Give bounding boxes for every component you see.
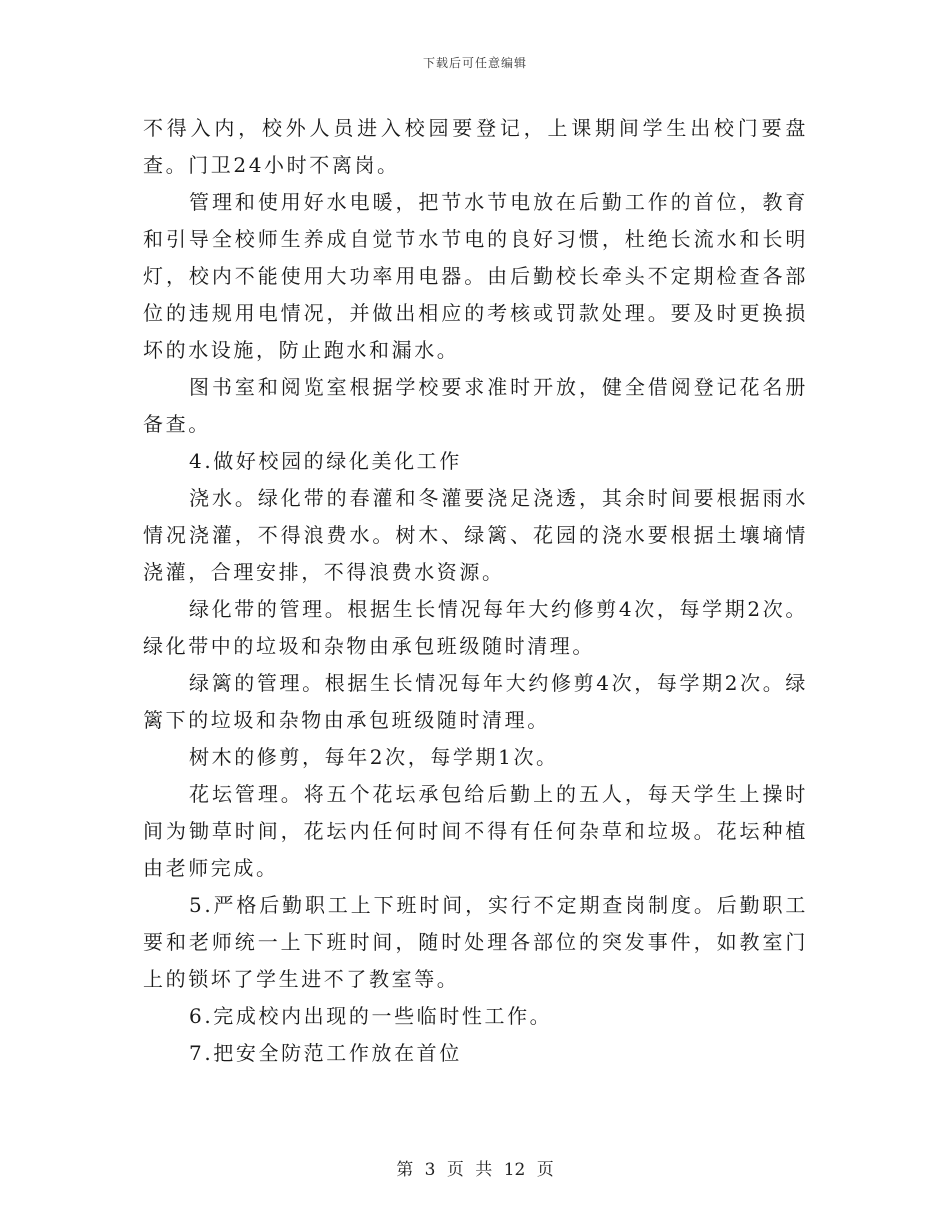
paragraph: 绿篱的管理。根据生长情况每年大约修剪4次，每学期2次。绿篱下的垃圾和杂物由承包班级随时清理。: [143, 671, 808, 732]
paragraph: 5.严格后勤职工上下班时间，实行不定期查岗制度。后勤职工要和老师统一上下班时间，随时处理各部位的突发事件，如教室门上的锁坏了学生进不了教室等。: [143, 893, 808, 991]
paragraph: 树木的修剪，每年2次，每学期1次。: [189, 745, 559, 769]
section-heading: 4.做好校园的绿化美化工作: [189, 449, 462, 473]
paragraph: 管理和使用好水电暖，把节水节电放在后勤工作的首位，教育和引导全校师生养成自觉节水节电的良好习惯，杜绝长流水和长明灯，校内不能使用大功率用电器。由后勤校长牵头不定期检查各部位的违规用电情况，并做出相应的考核或罚款处理。要及时更换损坏的水设施，防止跑水和漏水。: [143, 190, 808, 362]
section-heading: 7.把安全防范工作放在首位: [189, 1041, 462, 1065]
paragraph: 6.完成校内出现的一些临时性工作。: [189, 1004, 553, 1028]
document-body: [143, 110, 808, 1072]
paragraph: 绿化带的管理。根据生长情况每年大约修剪4次，每学期2次。绿化带中的垃圾和杂物由承包班级随时清理。: [143, 597, 808, 658]
paragraph: 不得入内，校外人员进入校园要登记，上课期间学生出校门要盘查。门卫24小时不离岗。: [143, 116, 808, 177]
paragraph: 图书室和阅览室根据学校要求准时开放，健全借阅登记花名册备查。: [143, 375, 808, 436]
paragraph: 花坛管理。将五个花坛承包给后勤上的五人，每天学生上操时间为锄草时间，花坛内任何时间不得有任何杂草和垃圾。花坛种植由老师完成。: [143, 782, 808, 880]
paragraph: 浇水。绿化带的春灌和冬灌要浇足浇透，其余时间要根据雨水情况浇灌，不得浪费水。树木、绿篱、花园的浇水要根据土壤墒情浇灌，合理安排，不得浪费水资源。: [143, 486, 808, 584]
page-number: 第 3 页 共 12 页: [396, 1160, 554, 1180]
page-header-note: 下载后可任意编辑: [422, 56, 527, 70]
